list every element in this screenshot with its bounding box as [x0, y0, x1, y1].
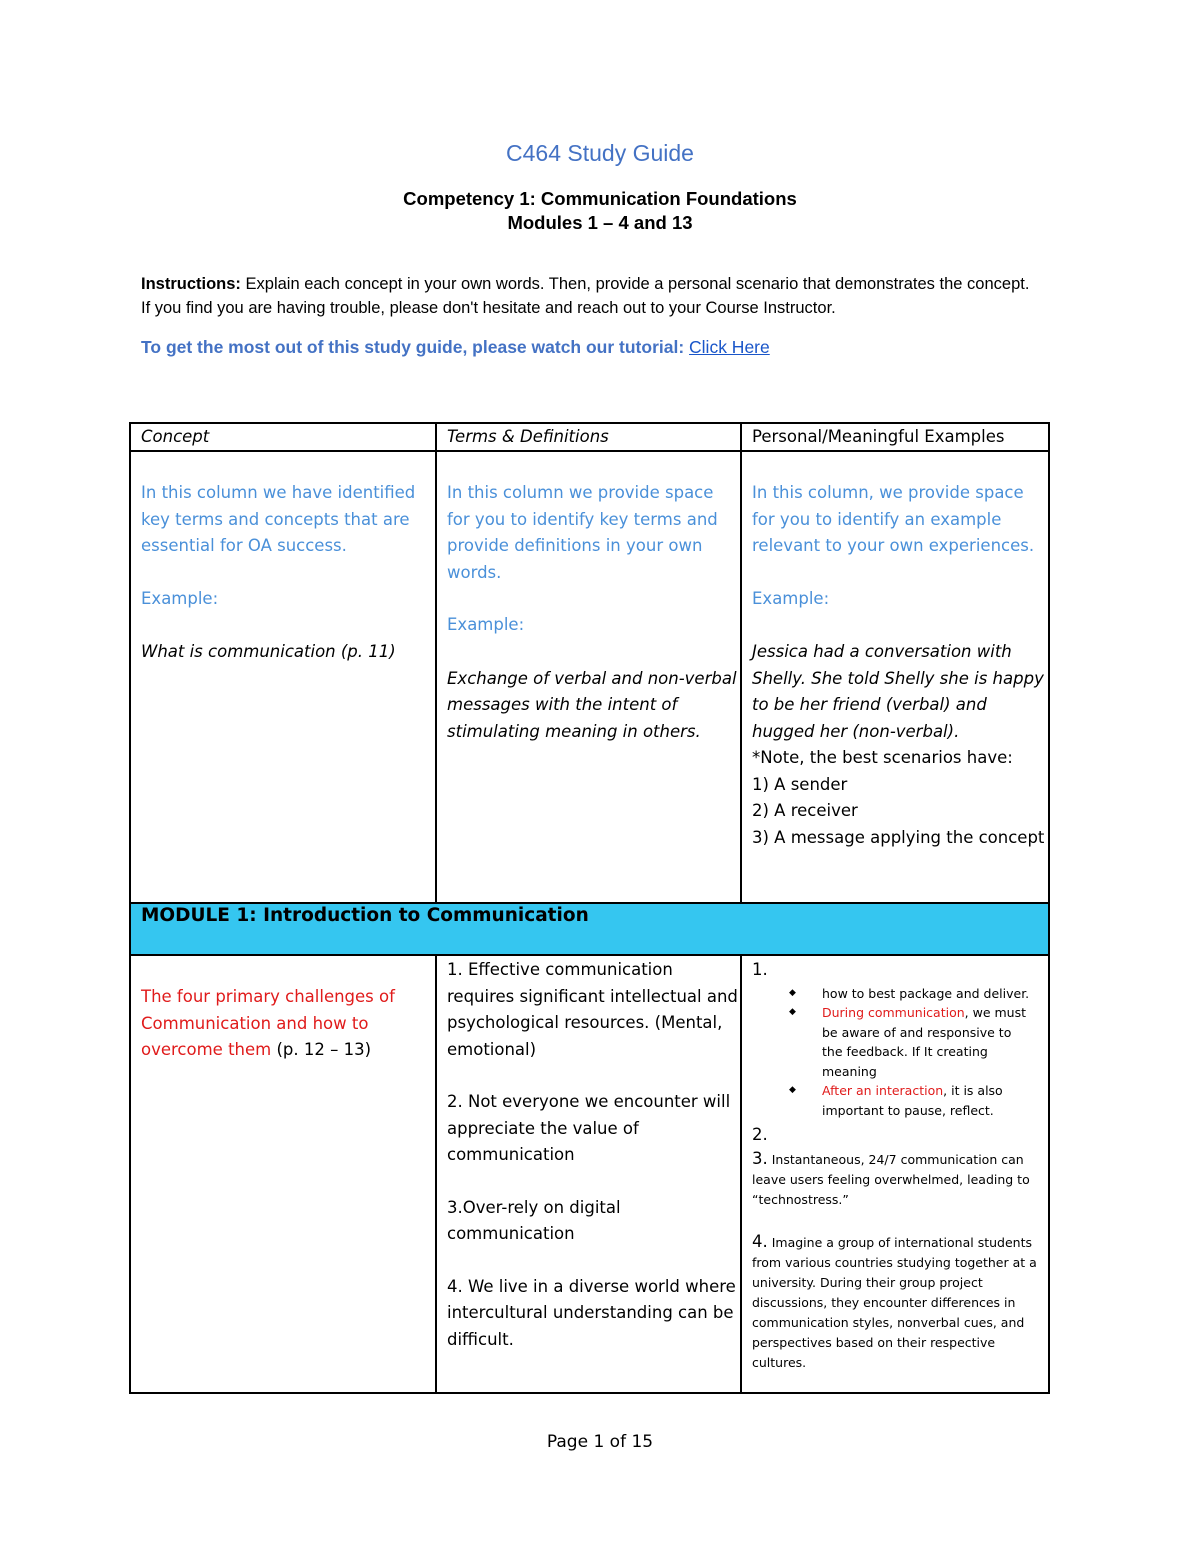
competency-heading: Competency 1: Communication Foundations	[403, 188, 797, 209]
col3-description: In this column, we provide space for you to identify an example relevant to your own experiences.	[752, 483, 1035, 555]
col1-description: In this column we have identified key terms and concepts that are essential for OA success.	[141, 483, 416, 555]
tutorial-link[interactable]: Click Here	[689, 337, 770, 357]
bullet-text: , we must be aware of and responsive to the feedback. If It creating meaning	[822, 1005, 1027, 1079]
study-guide-table	[129, 422, 1050, 1394]
col1-example: What is communication (p. 11)	[141, 642, 396, 661]
bullet-item	[822, 1081, 1032, 1120]
module-1-title: MODULE 1: Introduction to Communication	[130, 903, 1049, 955]
m1-example-1-number: 1.	[752, 960, 768, 979]
bullet-text: , it is also important to pause, reflect.	[822, 1083, 1003, 1118]
note-item-receiver: 2) A receiver	[752, 801, 858, 820]
col2-example-label: Example:	[447, 615, 525, 634]
scenario-note: *Note, the best scenarios have:	[752, 748, 1013, 767]
col2-example: Exchange of verbal and non-verbal messages with the intent of stimulating meaning in others.	[447, 668, 737, 741]
m1-example-3-text: Instantaneous, 24/7 communication can leave users feeling overwhelmed, leading to “technostress.”	[752, 1151, 1030, 1207]
col2-description: In this column we provide space for you to identify key terms and provide definitions in your own words.	[447, 483, 718, 582]
bullet-red-text: During communication	[822, 1005, 965, 1020]
tutorial-text: To get the most out of this study guide, please watch our tutorial:	[141, 337, 690, 357]
module-1-header-row	[130, 903, 1049, 955]
m1-concept-cell	[130, 955, 436, 1393]
page-footer: Page 1 of 15	[546, 1432, 654, 1452]
document-title: C464 Study Guide	[506, 140, 694, 166]
m1-example-3	[752, 1149, 1037, 1210]
m1-definition-3: 3.Over-rely on digital communication	[447, 1197, 621, 1243]
m1-example-1-bullets	[752, 984, 1048, 1121]
intro-definitions-cell	[436, 451, 741, 903]
intro-examples-cell	[741, 451, 1049, 903]
m1-example-2-number: 2.	[752, 1125, 768, 1144]
m1-definition-1: 1. Effective communication requires significant intellectual and psychological resources. (Mental, emotional)	[447, 960, 738, 1059]
intro-concept-cell	[130, 451, 436, 903]
m1-definitions-cell	[436, 955, 741, 1393]
header-terms-definitions: Terms & Definitions	[436, 423, 741, 451]
m1-example-3-number: 3.	[752, 1148, 768, 1168]
tutorial-line	[141, 337, 1041, 358]
m1-example-4-number: 4.	[752, 1231, 768, 1251]
col3-example-label: Example:	[752, 588, 830, 608]
bullet-red-text: After an interaction	[822, 1083, 944, 1098]
instructions-paragraph	[141, 272, 1041, 320]
bullet-item: ◆ how to best package and deliver.	[822, 984, 1032, 1004]
m1-concept-text: The four primary challenges of Communication and how to overcome them	[141, 987, 395, 1059]
m1-definition-4: 4. We live in a diverse world where intercultural understanding can be difficult.	[447, 1276, 736, 1349]
header-concept: Concept	[130, 423, 436, 451]
header-personal-examples: Personal/Meaningful Examples	[741, 423, 1049, 451]
document-subtitle	[0, 187, 1200, 235]
table-header-row	[130, 423, 1049, 451]
modules-heading: Modules 1 – 4 and 13	[507, 212, 693, 233]
m1-definition-2: 2. Not everyone we encounter will appreciate the value of communication	[447, 1092, 731, 1164]
m1-concept-pages: (p. 12 – 13)	[271, 1040, 372, 1059]
note-item-message: 3) A message applying the concept	[752, 827, 1045, 847]
col3-example: Jessica had a conversation with Shelly. She told Shelly she is happy to be her friend (verbal) and hugged her (non-verbal).	[752, 642, 1044, 741]
instructions-text: Explain each concept in your own words. Then, provide a personal scenario that demonstrates the concept. If you find you are having trouble, please don't hesitate and reach out to your Course Instructor.	[141, 275, 1030, 317]
note-item-sender: 1) A sender	[752, 774, 848, 794]
module-1-row	[130, 955, 1049, 1393]
m1-examples-cell	[741, 955, 1049, 1393]
bullet-item	[822, 1003, 1032, 1081]
m1-example-4-text: Imagine a group of international students from various countries studying together at a university. During their group project discussions, they encounter differences in communication styles, nonverbal cues, and perspectives based on their respective cultures.	[752, 1234, 1037, 1370]
col1-example-label: Example:	[141, 588, 219, 608]
m1-example-4	[752, 1232, 1037, 1373]
instructions-label: Instructions:	[141, 275, 241, 293]
table-intro-row	[130, 451, 1049, 903]
